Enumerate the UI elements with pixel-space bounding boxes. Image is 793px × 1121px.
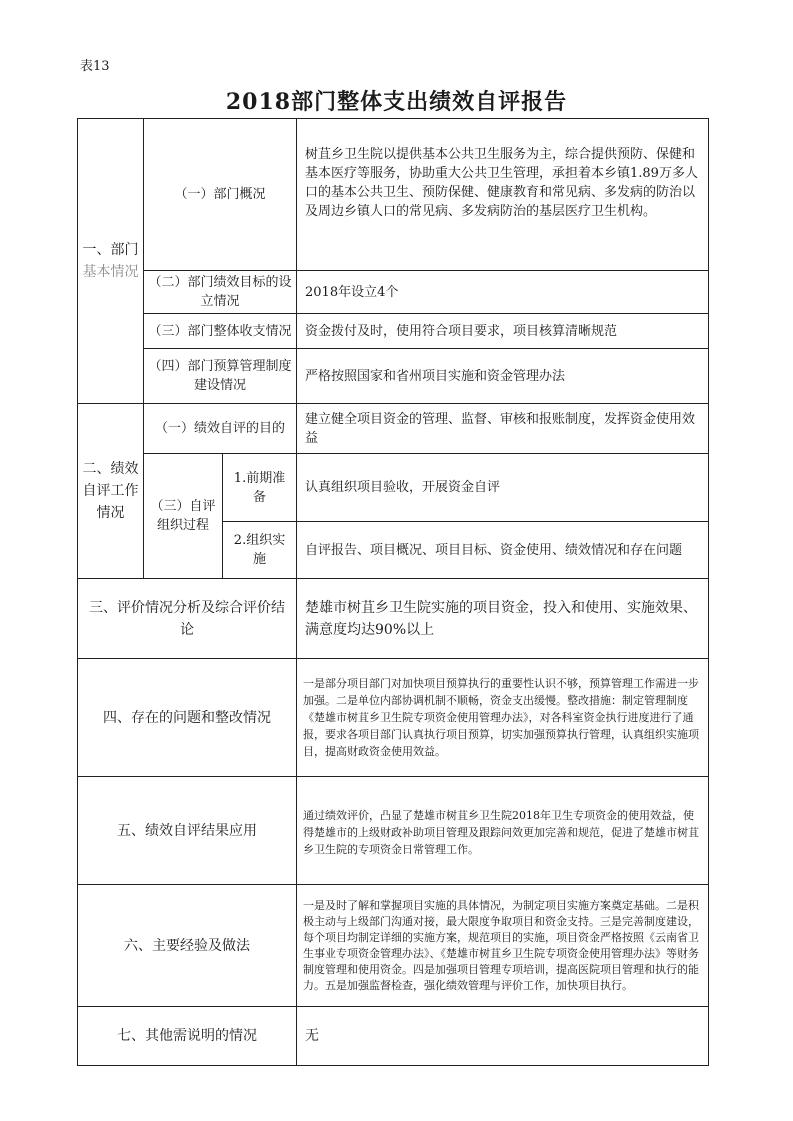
s1-budget-value: 严格按照国家和省州项目实施和资金管理办法 (305, 368, 566, 384)
s2-prep-value: 认真组织项目验收，开展资金自评 (305, 480, 501, 495)
section5-value: 通过绩效评价，凸显了楚雄市树苴乡卫生院2018年卫生专项资金的使用效益，使得楚雄市的上级财政补助项目管理及跟踪问效更加完善和规范，促进了楚雄市树苴乡卫生院的专项资金日常管理工作。 (303, 809, 699, 856)
rule (77, 1065, 709, 1066)
s1-overview-value: 树苴乡卫生院以提供基本公共卫生服务为主，综合提供预防、保健和基本医疗等服务，协助重大公共卫生管理，承担着本乡镇1.89万多人口的基本公共卫生、预防保健、健康教育和常见病、多发病的防治以及周边乡镇人口的常见病、多发病防治的基层医疗卫生机构。 (305, 147, 698, 219)
section4-label: 四、存在的问题和整改情况 (103, 709, 271, 726)
section1-label (78, 119, 143, 403)
section6-label: 六、主要经验及做法 (124, 937, 250, 954)
report-title: 2018部门整体支出绩效自评报告 (225, 89, 568, 115)
section4-value: 一是部分项目部门对加快项目预算执行的重要性认识不够，预算管理工作需进一步加强。二是单位内部协调机制不顺畅，资金支出缓慢。整改措施：制定管理制度《楚雄市树苴乡卫生院专项资金使用管理办法》，对各科室资金执行进度进行了通报，要求各项目部门认真执行项目预算，切实加强预算执行管理，认真组织实施项目，提高财政资金使用效益。 (303, 677, 699, 758)
s2-prep-label: 1.前期准备 (233, 470, 286, 505)
section2-label: 二、绩效自评工作情况 (82, 461, 139, 521)
report-table (77, 118, 709, 1066)
s1-goals-label: （二）部门绩效目标的设立情况 (148, 275, 292, 309)
section1-label-line1: 一、部门 (82, 242, 139, 258)
section1-label-line2: 基本情况 (82, 264, 139, 280)
section3-value: 楚雄市树苴乡卫生院实施的项目资金，投入和使用、实施效果、满意度均达90%以上 (305, 599, 697, 638)
section7-value: 无 (305, 1028, 319, 1044)
s1-goals-value: 2018年设立4个 (305, 284, 399, 300)
s2-impl-value: 自评报告、项目概况、项目目标、资金使用、绩效情况和存在问题 (305, 542, 683, 558)
s2-purpose-value: 建立健全项目资金的管理、监督、审核和报账制度，发挥资金使用效益 (305, 411, 696, 446)
s2-purpose-label: （一）绩效自评的目的 (154, 421, 285, 436)
s1-overview-label: （一）部门概况 (174, 187, 266, 202)
s2-impl-label: 2.组织实施 (233, 533, 286, 567)
s1-budget-label: （四）部门预算管理制度建设情况 (148, 359, 292, 393)
s1-income-label: （三）部门整体收支情况 (148, 323, 292, 339)
section7-label: 七、其他需说明的情况 (117, 1028, 257, 1044)
s2-process-group-label: （三）自评组织过程 (150, 499, 216, 533)
rule (708, 118, 709, 1066)
section3-label: 三、评价情况分析及综合评价结论 (89, 599, 285, 638)
section5-label: 五、绩效自评结果应用 (117, 822, 257, 839)
table-number: 表13 (80, 59, 110, 74)
section6-value: 一是及时了解和掌握项目实施的具体情况，为制定项目实施方案奠定基础。二是积极主动与上级部门沟通对接，最大限度争取项目和资金支持。三是完善制度建设，每个项目均制定详细的实施方案，规范项目的实施，项目资金严格按照《云南省卫生事业专项资金管理办法》、《楚雄市树苴乡卫生院专项资金使用管理办法》等财务制度管理和使用资金。四是加强项目管理专项培训，提高医院项目管理和执行的能力。五是加强监督检查，强化绩效管理与评价工作，加快项目执行。 (303, 898, 699, 992)
s1-income-value: 资金拨付及时，使用符合项目要求，项目核算清晰规范 (305, 323, 618, 339)
